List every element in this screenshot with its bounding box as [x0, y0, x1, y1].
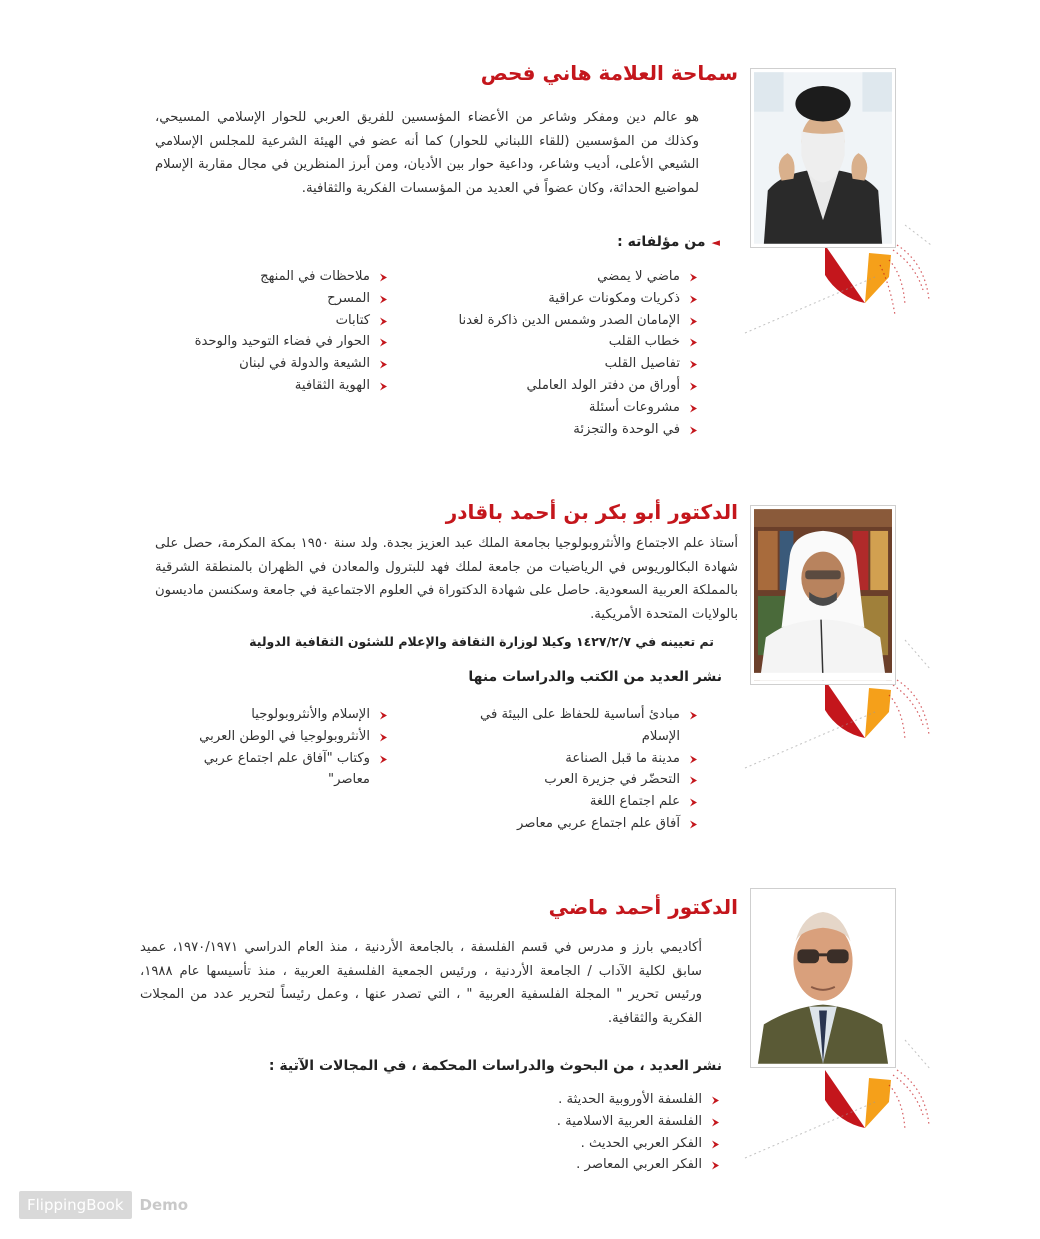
portrait-photo-frame — [750, 68, 896, 248]
works-heading: نشر العديد من الكتب والدراسات منها — [468, 669, 722, 685]
works-heading: نشر العديد ، من البحوث والدراسات المحكمة ، في المجالات الآتية : — [268, 1058, 722, 1074]
flippingbook-watermark — [19, 1191, 188, 1219]
red-chevron-bullet-icon — [689, 820, 698, 829]
portrait-photo — [754, 509, 892, 681]
works-list-item — [438, 397, 698, 419]
works-list-item — [438, 266, 698, 288]
works-list-item — [438, 288, 698, 310]
works-list-item — [148, 375, 388, 397]
works-list-item — [148, 331, 388, 353]
red-chevron-bullet-icon — [689, 404, 698, 413]
works-list-item — [458, 791, 698, 813]
works-list-item-text: المسرح — [327, 290, 370, 306]
works-list-item-text: ذكريات ومكونات عراقية — [548, 290, 680, 306]
works-heading: ◄من مؤلفاته : — [617, 234, 720, 250]
watermark-tag: Demo — [139, 1196, 189, 1214]
red-chevron-bullet-icon — [711, 1118, 720, 1127]
portrait-photo-frame — [750, 888, 896, 1068]
works-list-item — [460, 1111, 720, 1133]
works-list-item — [438, 310, 698, 332]
works-list-right — [438, 266, 698, 440]
works-list-item — [148, 266, 388, 288]
red-chevron-bullet-icon — [711, 1161, 720, 1170]
works-list-item — [438, 331, 698, 353]
red-chevron-bullet-icon — [689, 776, 698, 785]
red-chevron-bullet-icon — [379, 755, 388, 764]
works-list-item — [148, 288, 388, 310]
red-chevron-bullet-icon — [379, 295, 388, 304]
works-list-item-text: وكتاب "آفاق علم اجتماع عربي معاصر" — [203, 750, 370, 788]
appointment-note: تم تعيينه في ١٤٢٧/٢/٧ وكيلا لوزارة الثقافة والإعلام للشئون الثقافية الدولية — [249, 634, 714, 649]
red-chevron-bullet-icon — [379, 338, 388, 347]
works-list-item — [438, 419, 698, 441]
works-list-item — [438, 375, 698, 397]
red-chevron-bullet-icon — [689, 755, 698, 764]
red-chevron-bullet-icon — [379, 711, 388, 720]
portrait-photo — [754, 892, 892, 1064]
works-list-left — [168, 704, 388, 791]
works-list-item — [458, 748, 698, 770]
red-chevron-bullet-icon — [689, 273, 698, 282]
red-chevron-bullet-icon — [379, 273, 388, 282]
works-list-item-text: في الوحدة والتجزئة — [573, 421, 680, 437]
works-list-item — [168, 748, 388, 792]
works-list-left — [148, 266, 388, 397]
watermark-brand: FlippingBook — [19, 1191, 132, 1219]
works-list-item — [148, 310, 388, 332]
profile-name: الدكتور أبو بكر بن أحمد باقادر — [445, 500, 738, 524]
works-list-item-text: علم اجتماع اللغة — [589, 794, 680, 810]
red-chevron-bullet-icon — [689, 382, 698, 391]
profile-name: سماحة العلامة هاني فحص — [480, 61, 738, 85]
works-list-item-text: الأنثروبولوجيا في الوطن العربي — [199, 728, 370, 744]
works-list-item-text: أوراق من دفتر الولد العاملي — [526, 377, 680, 393]
works-list-item-text: مشروعات أسئلة — [588, 399, 680, 415]
red-chevron-bullet-icon — [689, 798, 698, 807]
works-list-right — [458, 704, 698, 835]
works-list-item-text: الشيعة والدولة في لبنان — [239, 356, 370, 372]
works-list-item — [458, 769, 698, 791]
red-chevron-bullet-icon — [689, 295, 698, 304]
works-list-item-text: الإسلام والأنثروبولوجيا — [251, 707, 370, 722]
red-chevron-bullet-icon — [379, 733, 388, 742]
works-list-right — [460, 1089, 720, 1176]
works-list-item — [460, 1089, 720, 1111]
works-list-item-text: مبادئ أساسية للحفاظ على البيئة في الإسلام — [479, 707, 680, 744]
works-list-item-text: تفاصيل القلب — [604, 356, 680, 372]
works-list-item-text: ملاحظات في المنهج — [260, 269, 370, 284]
red-chevron-bullet-icon — [689, 360, 698, 369]
works-list-item — [438, 353, 698, 375]
works-list-item-text: الفكر العربي الحديث . — [580, 1135, 702, 1151]
works-list-item — [460, 1154, 720, 1176]
works-list-item-text: خطاب القلب — [608, 334, 680, 350]
works-list-item-text: الفلسفة الأوروبية الحديثة . — [558, 1092, 702, 1107]
profile-bio: أكاديمي بارز و مدرس في قسم الفلسفة ، بالجامعة الأردنية ، منذ العام الدراسي ١٩٧٠/١٩٧١، عميد سابق لكلية الآداب / الجامعة الأردنية ، ورئيس الجمعية الفلسفية العربية ، منذ تأسيسها عام ١٩٨٨، ورئيس تحرير " المجلة الفلسفية العربية " ، التي تصدر عنها ، وعمل رئيساً لتحرير عدد من المجلات الفكرية والثقافية. — [140, 940, 702, 1026]
works-list-item-text: مدينة ما قبل الصناعة — [565, 750, 680, 766]
portrait-photo — [754, 72, 892, 244]
works-list-item-text: التحضّر في جزيرة العرب — [544, 772, 680, 788]
profile-bio: هو عالم دين ومفكر وشاعر من الأعضاء المؤسسين للفريق العربي للحوار الإسلامي المسيحي، وكذلك من المؤسسين (للقاء اللبناني للحوار) كما أنه عضو في الهيئة الشرعية للمجلس الإسلامي الشيعي الأعلى، أديب وشاعر، وداعية حوار بين الأديان، ومن أبرز المنظرين في مجال مقاربة الإسلام لمواضيع الحداثة، وكان عضواً في العديد من المؤسسات الفكرية والثقافية. — [155, 110, 699, 196]
works-list-item — [460, 1133, 720, 1155]
red-chevron-bullet-icon — [379, 317, 388, 326]
profile-name: الدكتور أحمد ماضي — [548, 895, 738, 919]
works-list-item-text: الإمامان الصدر وشمس الدين ذاكرة لغدنا — [458, 312, 680, 328]
works-list-item-text: الفلسفة العربية الاسلامية . — [556, 1113, 702, 1129]
works-list-item — [168, 704, 388, 726]
red-chevron-bullet-icon — [379, 360, 388, 369]
red-chevron-bullet-icon — [379, 382, 388, 391]
works-list-item — [168, 726, 388, 748]
profile-bio: أستاذ علم الاجتماع والأنثروبولوجيا بجامعة الملك عبد العزيز بجدة. ولد سنة ١٩٥٠ بمكة المكرمة، حصل على شهادة البكالوريوس في الرياضيات من جامعة لملك فهد للبترول والمعادن في الظهران بالمنطقة الشرقية بالمملكة العربية السعودية. حاصل على شهادة الدكتوراة في العلوم الاجتماعية في جامعة وسكنسن ماديسون بالولايات المتحدة الأمريكية. — [155, 536, 738, 622]
works-list-item — [458, 813, 698, 835]
works-list-item-text: الهوية الثقافية — [294, 377, 370, 393]
red-chevron-bullet-icon — [689, 317, 698, 326]
works-list-item-text: الحوار في فضاء التوحيد والوحدة — [194, 334, 370, 350]
works-list-item — [148, 353, 388, 375]
red-chevron-bullet-icon — [689, 338, 698, 347]
triangle-bullet-icon: ◄ — [711, 236, 720, 249]
red-chevron-bullet-icon — [689, 711, 698, 720]
portrait-photo-frame — [750, 505, 896, 685]
red-chevron-bullet-icon — [711, 1096, 720, 1105]
works-list-item-text: كتابات — [335, 312, 370, 328]
works-list-item-text: ماضي لا يمضي — [597, 269, 680, 284]
works-list-item — [458, 704, 698, 748]
red-chevron-bullet-icon — [689, 426, 698, 435]
works-list-item-text: الفكر العربي المعاصر . — [576, 1157, 702, 1173]
works-list-item-text: آفاق علم اجتماع عربي معاصر — [516, 815, 680, 831]
red-chevron-bullet-icon — [711, 1140, 720, 1149]
